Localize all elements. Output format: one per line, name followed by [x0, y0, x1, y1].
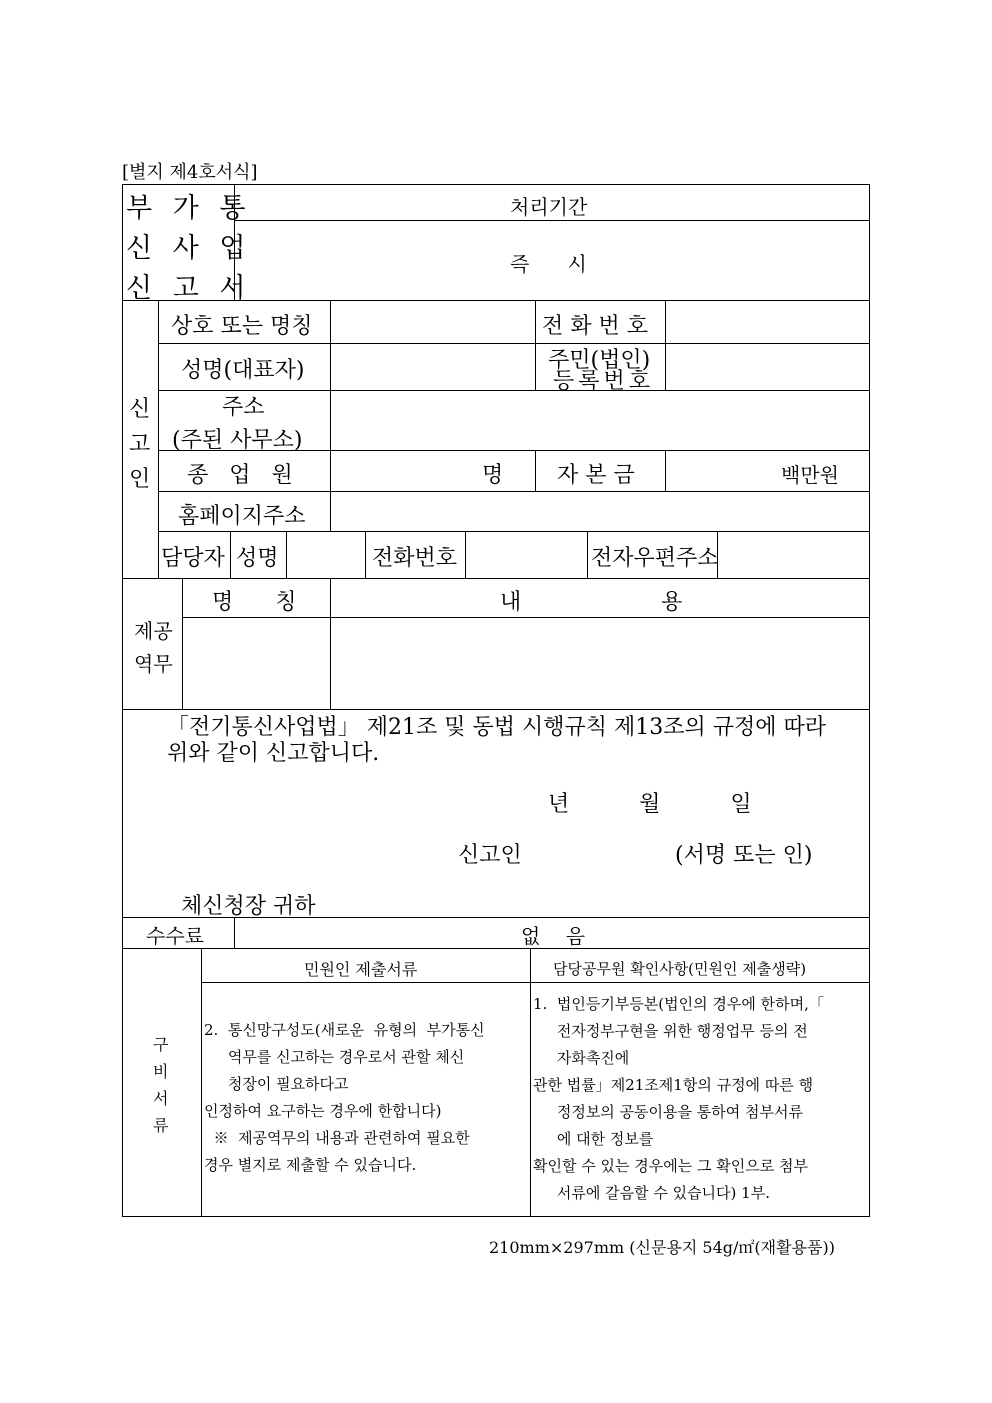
official-documents-list [533, 991, 867, 1207]
employees-unit: 명 [482, 463, 504, 488]
declarant-label: 신고인 [458, 843, 522, 868]
service-section-label-1: 제공 [134, 619, 173, 643]
fee-value: 없 음 [521, 924, 586, 948]
processing-period-value: 즉 시 [510, 252, 587, 276]
contact-email-label: 전자우편주소 [591, 546, 719, 571]
phone-label: 전 화 번 호 [542, 314, 648, 339]
official-document-line: 에 대한 정보를 [533, 1130, 654, 1148]
applicant-documents-header: 민원인 제출서류 [304, 960, 418, 979]
addressee: 체신청장 귀하 [181, 894, 316, 919]
title-line-2: 신 사 업 [126, 233, 252, 264]
documents-section-label-4: 류 [153, 1116, 169, 1135]
service-content-header: 내 용 [500, 590, 683, 615]
address-field[interactable] [332, 392, 868, 449]
employees-field[interactable] [332, 452, 534, 490]
official-documents-header: 담당공무원 확인사항(민원인 제출생략) [553, 960, 807, 978]
official-document-line: 정정보의 공동이용을 통하여 첨부서류 [533, 1103, 803, 1121]
official-document-line: 자화촉진에 [533, 1049, 630, 1067]
registration-number-label-1: 주민(법인) [548, 348, 651, 373]
official-document-line: 1. 법인등기부등본(법인의 경우에 한하며,「 [533, 995, 824, 1013]
applicant-section-label-3: 인 [129, 467, 151, 492]
applicant-document-line: 청장이 필요하다고 [204, 1075, 349, 1093]
declaration-text-line-1: 「전기통신사업법」 제21조 및 동법 시행규칙 제13조의 규정에 따라 [167, 715, 826, 740]
applicant-section-label-2: 고 [129, 432, 151, 457]
contact-person-label: 담당자 [161, 546, 225, 571]
title-line-1: 부 가 통 [126, 193, 252, 224]
documents-section-label-3: 서 [153, 1089, 169, 1108]
official-document-line: 관한 법률」제21조제1항의 규정에 따른 행 [533, 1076, 814, 1094]
registration-number-field[interactable] [667, 345, 868, 389]
official-document-line: 확인할 수 있는 경우에는 그 확인으로 첨부 [533, 1157, 808, 1175]
title-line-3: 신 고 서 [126, 273, 252, 304]
applicant-document-line: 역무를 신고하는 경우로서 관할 체신 [204, 1048, 465, 1066]
service-section-label-2: 역무 [134, 652, 173, 676]
service-content-field[interactable] [332, 619, 868, 708]
official-document-line: 전자정부구현을 위한 행정업무 등의 전 [533, 1022, 808, 1040]
address-label-1: 주소 [222, 395, 265, 420]
capital-unit: 백만원 [781, 463, 839, 487]
capital-label: 자 본 금 [557, 463, 635, 488]
applicant-document-line: 2. 통신망구성도(새로운 유형의 부가통신 [204, 1021, 485, 1039]
employees-label: 종 업 원 [187, 463, 293, 488]
address-label-2: (주된 사무소) [172, 428, 303, 453]
documents-section-label-1: 구 [153, 1035, 169, 1054]
phone-field[interactable] [667, 302, 868, 342]
representative-label: 성명(대표자) [181, 358, 305, 383]
signature-label: (서명 또는 인) [675, 843, 813, 868]
fee-label: 수수료 [146, 924, 204, 948]
business-name-label: 상호 또는 명칭 [171, 314, 313, 339]
applicant-document-line: ※ 제공역무의 내용과 관련하여 필요한 [204, 1129, 470, 1147]
processing-period-label: 처리기간 [510, 195, 588, 219]
applicant-section-label-1: 신 [129, 397, 151, 422]
homepage-field[interactable] [332, 493, 868, 530]
applicant-document-line: 경우 별지로 제출할 수 있습니다. [204, 1156, 417, 1174]
declarant-name-field[interactable] [535, 836, 665, 866]
contact-email-field[interactable] [719, 533, 868, 577]
paper-spec: 210mm×297mm (신문용지 54g/㎡(재활용품)) [489, 1238, 835, 1257]
homepage-label: 홈페이지주소 [178, 504, 306, 529]
representative-field[interactable] [332, 345, 534, 389]
registration-number-label-2: 등록번호 [553, 369, 655, 394]
contact-name-field[interactable] [288, 533, 364, 577]
documents-section-label-2: 비 [153, 1062, 169, 1081]
contact-phone-field[interactable] [467, 533, 586, 577]
contact-name-label: 성명 [236, 546, 279, 571]
form-number-label: [별지 제4호서식] [122, 162, 258, 183]
declaration-date: 년 월 일 [548, 792, 752, 817]
declaration-text-line-2: 위와 같이 신고합니다. [167, 741, 380, 766]
official-document-line: 서류에 갈음할 수 있습니다) 1부. [533, 1184, 770, 1202]
contact-phone-label: 전화번호 [372, 546, 458, 571]
applicant-documents-list [204, 1017, 528, 1179]
service-name-field[interactable] [184, 619, 329, 708]
service-name-header: 명 칭 [212, 590, 297, 615]
business-name-field[interactable] [332, 302, 534, 342]
applicant-document-line: 인정하여 요구하는 경우에 한합니다) [204, 1102, 442, 1120]
